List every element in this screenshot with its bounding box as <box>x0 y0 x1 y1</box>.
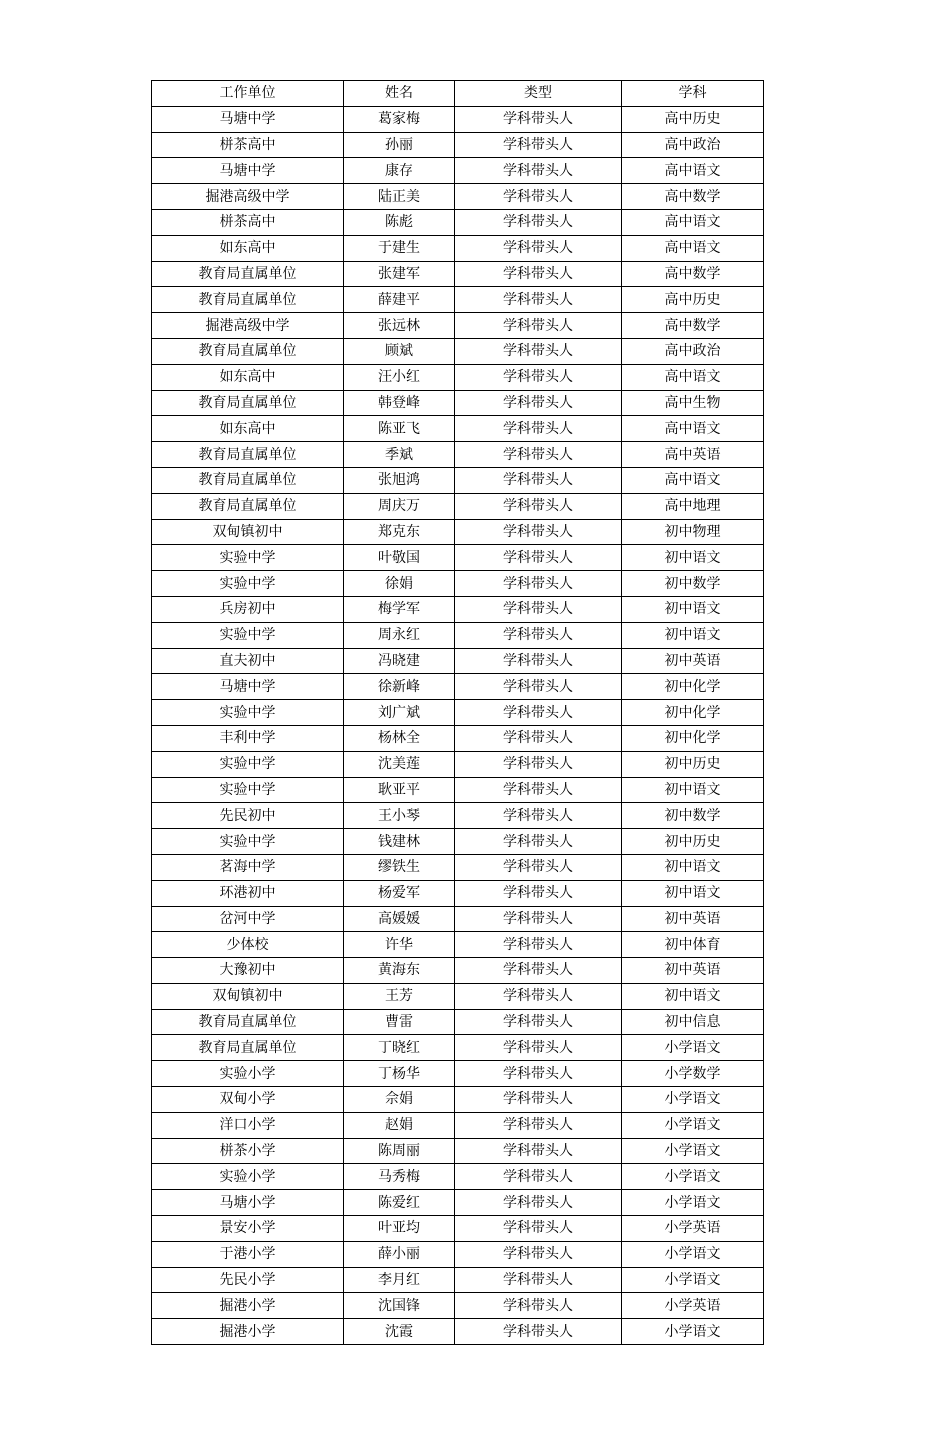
cell-subject: 初中语文 <box>622 545 764 571</box>
cell-name: 郑克东 <box>344 519 455 545</box>
cell-subject: 高中语文 <box>622 235 764 261</box>
table-row <box>152 467 764 493</box>
table-row <box>152 622 764 648</box>
cell-type: 学科带头人 <box>455 1138 622 1164</box>
cell-type: 学科带头人 <box>455 1087 622 1113</box>
cell-work-unit: 洋口小学 <box>152 1112 344 1138</box>
cell-work-unit: 大豫初中 <box>152 958 344 984</box>
table-row <box>152 1267 764 1293</box>
cell-type: 学科带头人 <box>455 829 622 855</box>
cell-type: 学科带头人 <box>455 442 622 468</box>
table-row <box>152 1087 764 1113</box>
table-row <box>152 596 764 622</box>
cell-subject: 小学英语 <box>622 1293 764 1319</box>
cell-type: 学科带头人 <box>455 983 622 1009</box>
cell-subject: 高中历史 <box>622 287 764 313</box>
cell-type: 学科带头人 <box>455 725 622 751</box>
cell-type: 学科带头人 <box>455 132 622 158</box>
cell-name: 季斌 <box>344 442 455 468</box>
table-row <box>152 313 764 339</box>
cell-subject: 高中语文 <box>622 364 764 390</box>
cell-type: 学科带头人 <box>455 1164 622 1190</box>
table-row <box>152 106 764 132</box>
cell-name: 徐娟 <box>344 571 455 597</box>
cell-subject: 小学语文 <box>622 1267 764 1293</box>
cell-type: 学科带头人 <box>455 493 622 519</box>
cell-type: 学科带头人 <box>455 1293 622 1319</box>
cell-work-unit: 栟茶高中 <box>152 209 344 235</box>
cell-name: 张建军 <box>344 261 455 287</box>
table-row <box>152 1190 764 1216</box>
cell-name: 佘娟 <box>344 1087 455 1113</box>
cell-type: 学科带头人 <box>455 313 622 339</box>
cell-subject: 小学语文 <box>622 1190 764 1216</box>
cell-type: 学科带头人 <box>455 1061 622 1087</box>
table-row <box>152 725 764 751</box>
header-work-unit: 工作单位 <box>152 81 344 107</box>
cell-work-unit: 景安小学 <box>152 1216 344 1242</box>
table-row <box>152 983 764 1009</box>
cell-type: 学科带头人 <box>455 777 622 803</box>
roster-sheet <box>151 80 763 1345</box>
cell-subject: 小学英语 <box>622 1216 764 1242</box>
cell-type: 学科带头人 <box>455 235 622 261</box>
cell-subject: 初中英语 <box>622 958 764 984</box>
table-row <box>152 442 764 468</box>
cell-type: 学科带头人 <box>455 803 622 829</box>
table-row <box>152 1319 764 1345</box>
cell-subject: 初中数学 <box>622 803 764 829</box>
cell-subject: 初中语文 <box>622 880 764 906</box>
cell-name: 许华 <box>344 932 455 958</box>
cell-type: 学科带头人 <box>455 184 622 210</box>
cell-subject: 小学语文 <box>622 1241 764 1267</box>
table-header <box>152 81 764 107</box>
table-row <box>152 751 764 777</box>
cell-type: 学科带头人 <box>455 545 622 571</box>
cell-work-unit: 先民小学 <box>152 1267 344 1293</box>
table-row <box>152 545 764 571</box>
cell-subject: 初中语文 <box>622 596 764 622</box>
cell-subject: 初中化学 <box>622 674 764 700</box>
table-row <box>152 571 764 597</box>
cell-name: 薛小丽 <box>344 1241 455 1267</box>
cell-name: 陈亚飞 <box>344 416 455 442</box>
cell-work-unit: 教育局直属单位 <box>152 287 344 313</box>
cell-work-unit: 实验中学 <box>152 777 344 803</box>
cell-subject: 初中数学 <box>622 571 764 597</box>
cell-type: 学科带头人 <box>455 467 622 493</box>
cell-name: 汪小红 <box>344 364 455 390</box>
cell-work-unit: 掘港小学 <box>152 1293 344 1319</box>
cell-work-unit: 教育局直属单位 <box>152 1009 344 1035</box>
cell-subject: 高中语文 <box>622 209 764 235</box>
cell-name: 薛建平 <box>344 287 455 313</box>
table-row <box>152 390 764 416</box>
cell-type: 学科带头人 <box>455 287 622 313</box>
table-row <box>152 1216 764 1242</box>
table-row <box>152 1061 764 1087</box>
cell-name: 孙丽 <box>344 132 455 158</box>
cell-type: 学科带头人 <box>455 106 622 132</box>
cell-type: 学科带头人 <box>455 1190 622 1216</box>
cell-subject: 小学语文 <box>622 1138 764 1164</box>
cell-name: 于建生 <box>344 235 455 261</box>
cell-type: 学科带头人 <box>455 622 622 648</box>
cell-work-unit: 如东高中 <box>152 235 344 261</box>
table-row <box>152 338 764 364</box>
cell-name: 周永红 <box>344 622 455 648</box>
cell-name: 顾斌 <box>344 338 455 364</box>
cell-name: 陈爱红 <box>344 1190 455 1216</box>
cell-subject: 小学语文 <box>622 1112 764 1138</box>
cell-name: 陈彪 <box>344 209 455 235</box>
cell-name: 叶敬国 <box>344 545 455 571</box>
cell-subject: 高中数学 <box>622 313 764 339</box>
cell-type: 学科带头人 <box>455 1267 622 1293</box>
cell-work-unit: 实验中学 <box>152 571 344 597</box>
cell-name: 康存 <box>344 158 455 184</box>
table-row <box>152 1009 764 1035</box>
cell-type: 学科带头人 <box>455 1216 622 1242</box>
table-row <box>152 493 764 519</box>
cell-subject: 初中英语 <box>622 906 764 932</box>
cell-work-unit: 实验中学 <box>152 751 344 777</box>
cell-subject: 高中政治 <box>622 132 764 158</box>
cell-subject: 初中历史 <box>622 829 764 855</box>
cell-name: 缪铁生 <box>344 854 455 880</box>
cell-type: 学科带头人 <box>455 390 622 416</box>
cell-subject: 初中化学 <box>622 700 764 726</box>
cell-name: 沈国锋 <box>344 1293 455 1319</box>
cell-work-unit: 掘港高级中学 <box>152 184 344 210</box>
cell-name: 丁晓红 <box>344 1035 455 1061</box>
table-row <box>152 854 764 880</box>
cell-work-unit: 丰利中学 <box>152 725 344 751</box>
table-row <box>152 1112 764 1138</box>
cell-work-unit: 于港小学 <box>152 1241 344 1267</box>
cell-type: 学科带头人 <box>455 751 622 777</box>
table-body <box>152 106 764 1344</box>
table-row <box>152 674 764 700</box>
cell-work-unit: 栟茶小学 <box>152 1138 344 1164</box>
cell-work-unit: 教育局直属单位 <box>152 467 344 493</box>
cell-name: 沈霞 <box>344 1319 455 1345</box>
header-row <box>152 81 764 107</box>
table-row <box>152 700 764 726</box>
table-row <box>152 287 764 313</box>
table-row <box>152 235 764 261</box>
table-row <box>152 416 764 442</box>
cell-type: 学科带头人 <box>455 261 622 287</box>
cell-subject: 初中化学 <box>622 725 764 751</box>
cell-type: 学科带头人 <box>455 1009 622 1035</box>
cell-name: 马秀梅 <box>344 1164 455 1190</box>
cell-name: 陆正美 <box>344 184 455 210</box>
cell-name: 叶亚均 <box>344 1216 455 1242</box>
cell-work-unit: 教育局直属单位 <box>152 442 344 468</box>
cell-type: 学科带头人 <box>455 209 622 235</box>
cell-name: 钱建林 <box>344 829 455 855</box>
cell-subject: 初中体育 <box>622 932 764 958</box>
cell-name: 沈美莲 <box>344 751 455 777</box>
cell-work-unit: 掘港高级中学 <box>152 313 344 339</box>
cell-subject: 高中生物 <box>622 390 764 416</box>
cell-work-unit: 兵房初中 <box>152 596 344 622</box>
cell-type: 学科带头人 <box>455 596 622 622</box>
cell-subject: 初中语文 <box>622 777 764 803</box>
table-row <box>152 932 764 958</box>
cell-name: 韩登峰 <box>344 390 455 416</box>
cell-subject: 初中历史 <box>622 751 764 777</box>
cell-work-unit: 先民初中 <box>152 803 344 829</box>
table-row <box>152 1035 764 1061</box>
cell-name: 周庆万 <box>344 493 455 519</box>
cell-name: 冯晓建 <box>344 648 455 674</box>
cell-name: 杨爱军 <box>344 880 455 906</box>
table-row <box>152 777 764 803</box>
cell-subject: 小学语文 <box>622 1087 764 1113</box>
cell-subject: 高中历史 <box>622 106 764 132</box>
cell-work-unit: 如东高中 <box>152 364 344 390</box>
cell-subject: 高中政治 <box>622 338 764 364</box>
table-row <box>152 132 764 158</box>
cell-type: 学科带头人 <box>455 700 622 726</box>
cell-type: 学科带头人 <box>455 338 622 364</box>
cell-name: 丁杨华 <box>344 1061 455 1087</box>
table-row <box>152 958 764 984</box>
roster-table <box>151 80 764 1345</box>
cell-name: 耿亚平 <box>344 777 455 803</box>
cell-work-unit: 教育局直属单位 <box>152 390 344 416</box>
cell-subject: 初中英语 <box>622 648 764 674</box>
table-row <box>152 1241 764 1267</box>
cell-type: 学科带头人 <box>455 571 622 597</box>
cell-subject: 初中物理 <box>622 519 764 545</box>
cell-type: 学科带头人 <box>455 674 622 700</box>
cell-work-unit: 掘港小学 <box>152 1319 344 1345</box>
cell-subject: 高中英语 <box>622 442 764 468</box>
cell-work-unit: 教育局直属单位 <box>152 1035 344 1061</box>
table-row <box>152 364 764 390</box>
cell-type: 学科带头人 <box>455 648 622 674</box>
cell-work-unit: 茗海中学 <box>152 854 344 880</box>
table-row <box>152 1164 764 1190</box>
cell-name: 李月红 <box>344 1267 455 1293</box>
cell-name: 梅学军 <box>344 596 455 622</box>
cell-name: 王芳 <box>344 983 455 1009</box>
cell-subject: 高中数学 <box>622 184 764 210</box>
header-type: 类型 <box>455 81 622 107</box>
cell-type: 学科带头人 <box>455 958 622 984</box>
cell-work-unit: 环港初中 <box>152 880 344 906</box>
cell-name: 刘广斌 <box>344 700 455 726</box>
cell-work-unit: 实验小学 <box>152 1061 344 1087</box>
cell-work-unit: 实验中学 <box>152 700 344 726</box>
cell-work-unit: 如东高中 <box>152 416 344 442</box>
cell-work-unit: 教育局直属单位 <box>152 493 344 519</box>
cell-name: 黄海东 <box>344 958 455 984</box>
cell-subject: 小学数学 <box>622 1061 764 1087</box>
cell-work-unit: 教育局直属单位 <box>152 261 344 287</box>
cell-type: 学科带头人 <box>455 1112 622 1138</box>
table-row <box>152 519 764 545</box>
cell-work-unit: 岔河中学 <box>152 906 344 932</box>
cell-type: 学科带头人 <box>455 416 622 442</box>
cell-work-unit: 实验小学 <box>152 1164 344 1190</box>
cell-name: 赵娟 <box>344 1112 455 1138</box>
cell-subject: 小学语文 <box>622 1319 764 1345</box>
cell-work-unit: 教育局直属单位 <box>152 338 344 364</box>
cell-type: 学科带头人 <box>455 1241 622 1267</box>
cell-subject: 初中信息 <box>622 1009 764 1035</box>
cell-work-unit: 实验中学 <box>152 545 344 571</box>
table-row <box>152 1138 764 1164</box>
table-row <box>152 906 764 932</box>
cell-name: 陈周丽 <box>344 1138 455 1164</box>
table-row <box>152 184 764 210</box>
table-row <box>152 1293 764 1319</box>
cell-name: 杨林全 <box>344 725 455 751</box>
cell-work-unit: 双甸小学 <box>152 1087 344 1113</box>
cell-type: 学科带头人 <box>455 519 622 545</box>
cell-name: 葛家梅 <box>344 106 455 132</box>
cell-type: 学科带头人 <box>455 364 622 390</box>
cell-name: 张旭鸿 <box>344 467 455 493</box>
cell-subject: 高中语文 <box>622 158 764 184</box>
cell-work-unit: 实验中学 <box>152 829 344 855</box>
cell-type: 学科带头人 <box>455 932 622 958</box>
cell-name: 张远林 <box>344 313 455 339</box>
cell-work-unit: 马塘中学 <box>152 158 344 184</box>
table-row <box>152 158 764 184</box>
cell-type: 学科带头人 <box>455 854 622 880</box>
table-row <box>152 829 764 855</box>
cell-name: 王小琴 <box>344 803 455 829</box>
table-row <box>152 209 764 235</box>
cell-subject: 初中语文 <box>622 854 764 880</box>
cell-subject: 高中数学 <box>622 261 764 287</box>
cell-subject: 高中语文 <box>622 416 764 442</box>
cell-subject: 小学语文 <box>622 1164 764 1190</box>
table-row <box>152 648 764 674</box>
cell-type: 学科带头人 <box>455 1319 622 1345</box>
cell-work-unit: 双甸镇初中 <box>152 519 344 545</box>
cell-subject: 小学语文 <box>622 1035 764 1061</box>
table-row <box>152 261 764 287</box>
cell-work-unit: 直夫初中 <box>152 648 344 674</box>
cell-work-unit: 马塘小学 <box>152 1190 344 1216</box>
header-name: 姓名 <box>344 81 455 107</box>
table-row <box>152 880 764 906</box>
cell-type: 学科带头人 <box>455 906 622 932</box>
cell-subject: 初中语文 <box>622 622 764 648</box>
cell-name: 徐新峰 <box>344 674 455 700</box>
cell-work-unit: 马塘中学 <box>152 106 344 132</box>
cell-work-unit: 栟茶高中 <box>152 132 344 158</box>
cell-work-unit: 双甸镇初中 <box>152 983 344 1009</box>
cell-name: 高媛媛 <box>344 906 455 932</box>
cell-work-unit: 少体校 <box>152 932 344 958</box>
table-row <box>152 803 764 829</box>
cell-work-unit: 实验中学 <box>152 622 344 648</box>
cell-type: 学科带头人 <box>455 1035 622 1061</box>
header-subject: 学科 <box>622 81 764 107</box>
cell-type: 学科带头人 <box>455 158 622 184</box>
cell-name: 曹雷 <box>344 1009 455 1035</box>
cell-work-unit: 马塘中学 <box>152 674 344 700</box>
cell-subject: 高中语文 <box>622 467 764 493</box>
cell-subject: 初中语文 <box>622 983 764 1009</box>
cell-subject: 高中地理 <box>622 493 764 519</box>
cell-type: 学科带头人 <box>455 880 622 906</box>
